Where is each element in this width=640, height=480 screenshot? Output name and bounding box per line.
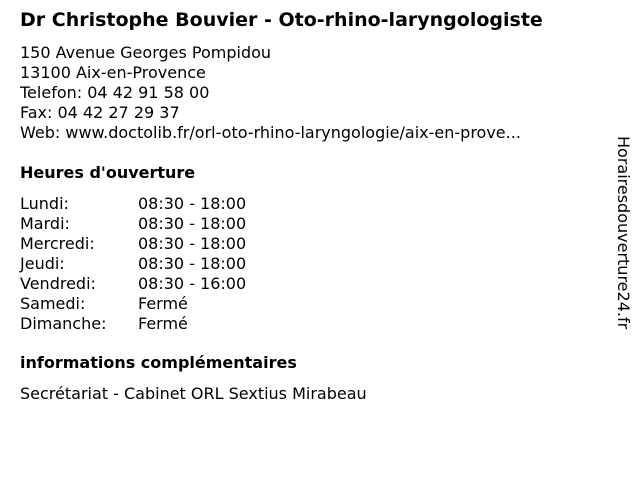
hours-value: 08:30 - 18:00 [138,194,247,213]
day-label: Mardi: [20,214,70,233]
hours-value: 08:30 - 18:00 [138,254,247,273]
hours-row-sunday [20,314,246,334]
address-line-2: 13100 Aix-en-Provence [20,63,206,82]
additional-info-text: Secrétariat - Cabinet ORL Sextius Mirabeau [20,384,367,403]
hours-row-tuesday [20,214,246,234]
hours-value: Fermé [138,314,188,333]
contact-block [20,43,521,143]
phone-number: Telefon: 04 42 91 58 00 [20,83,210,102]
address-line-1: 150 Avenue Georges Pompidou [20,43,272,62]
hours-row-saturday [20,294,246,314]
hours-row-friday [20,274,246,294]
opening-hours-table [20,194,246,334]
day-label: Mercredi: [20,234,95,253]
hours-value: 08:30 - 18:00 [138,214,247,233]
day-label: Lundi: [20,194,69,213]
hours-value: 08:30 - 16:00 [138,274,247,293]
fax-number: Fax: 04 42 27 29 37 [20,103,180,122]
hours-value: 08:30 - 18:00 [138,234,247,253]
opening-hours-heading: Heures d'ouverture [20,163,196,182]
website-link[interactable]: Web: www.doctolib.fr/orl-oto-rhino-laryngologie/aix-en-prove... [20,123,521,142]
hours-row-monday [20,194,246,214]
day-label: Jeudi: [20,254,65,273]
hours-row-wednesday [20,234,246,254]
hours-row-thursday [20,254,246,274]
day-label: Samedi: [20,294,86,313]
day-label: Vendredi: [20,274,96,293]
hours-value: Fermé [138,294,188,313]
brand-watermark: Horairesdouverture24.fr [614,136,633,330]
page-title: Dr Christophe Bouvier - Oto-rhino-laryngologiste [20,9,543,31]
day-label: Dimanche: [20,314,107,333]
additional-info-heading: informations complémentaires [20,353,297,372]
